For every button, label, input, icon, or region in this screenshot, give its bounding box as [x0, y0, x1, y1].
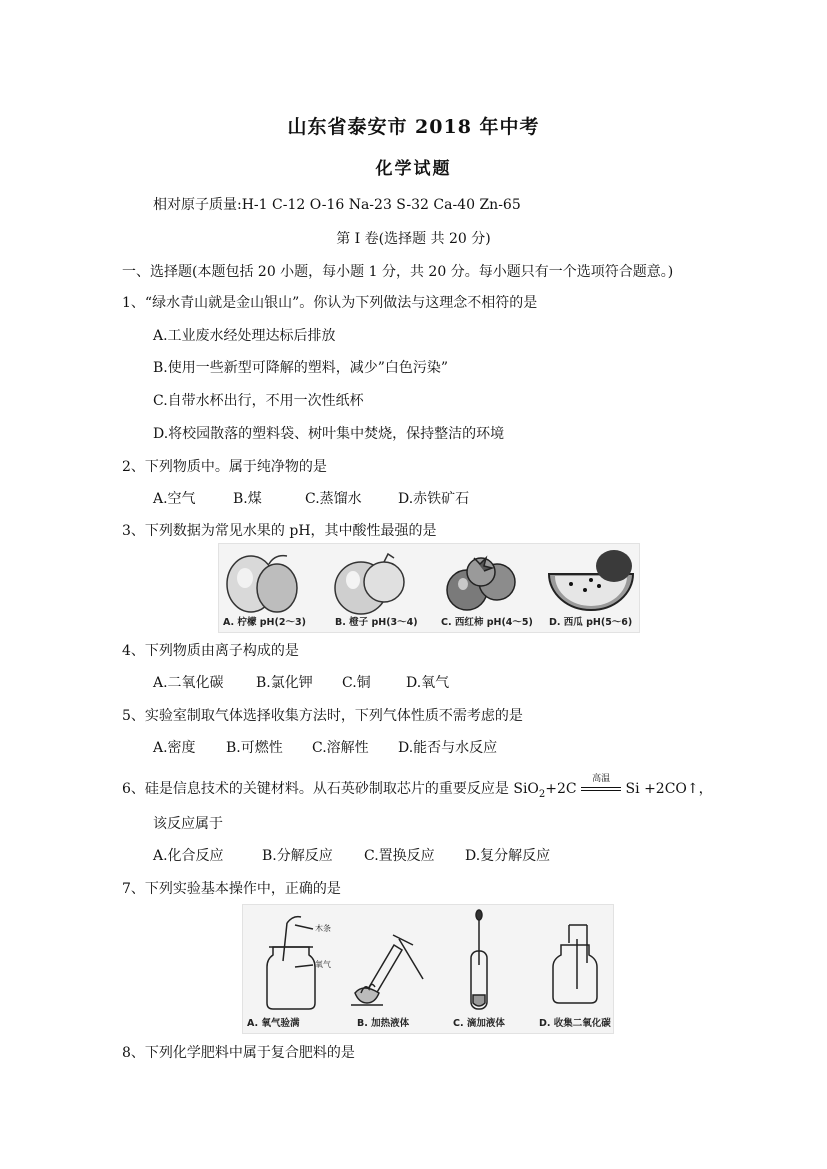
tomato-caption: C. 西红柿 pH(4～5) [441, 617, 533, 628]
question-5-stem: 5、实验室制取气体选择收集方法时，下列气体性质不需考虑的是 [122, 708, 523, 724]
q6-stem-mid: +2C [545, 781, 577, 797]
q4-option-c: C.铜 [342, 675, 371, 691]
q6-stem-suffix: Si +2CO↑， [625, 781, 713, 797]
q2-option-b: B.煤 [233, 491, 262, 507]
watermelon-caption: D. 西瓜 pH(5～6) [549, 617, 633, 628]
reaction-condition: 高温 [592, 774, 611, 784]
caption-d: D. 收集二氧化碳 [539, 1018, 611, 1029]
q6-option-a: A.化合反应 [153, 848, 224, 864]
watermelon-image [549, 550, 633, 610]
question-3-stem: 3、下列数据为常见水果的 pH，其中酸性最强的是 [122, 523, 437, 539]
q4-option-b: B.氯化钾 [256, 675, 313, 691]
q6-option-c: C.置换反应 [364, 848, 435, 864]
q5-option-b: B.可燃性 [226, 740, 283, 756]
q4-option-a: A.二氧化碳 [153, 675, 224, 691]
question-6-stem-line2: 该反应属于 [153, 816, 223, 832]
section-heading: 一、选择题(本题包括 20 小题，每小题 1 分，共 20 分。每小题只有一个选项符合题意。) [122, 264, 674, 280]
reaction-equals-sign [581, 774, 621, 796]
q5-option-c: C.溶解性 [312, 740, 369, 756]
orange-caption: B. 橙子 pH(3～4) [335, 617, 418, 628]
caption-a: A. 氧气验满 [247, 1018, 300, 1029]
splint-label: 木条 [315, 924, 331, 933]
question-7-stem: 7、下列实验基本操作中，正确的是 [122, 881, 341, 897]
volume-heading: 第 I 卷(选择题 共 20 分) [336, 231, 491, 247]
q2-option-a: A.空气 [153, 491, 196, 507]
q2-option-c: C.蒸馏水 [305, 491, 362, 507]
gas-collection-bottle-image [553, 925, 597, 1003]
oxygen-label: 氧气 [315, 960, 331, 969]
lab-operations-figure [242, 904, 614, 1034]
tomato-image [447, 558, 515, 610]
oxygen-bottle-image [267, 917, 315, 1009]
q6-stem-subscript: 2 [538, 788, 546, 800]
caption-c: C. 滴加液体 [453, 1018, 505, 1029]
caption-b: B. 加热液体 [357, 1018, 410, 1029]
q6-stem-prefix: 6、硅是信息技术的关键材料。从石英砂制取芯片的重要反应是 SiO [122, 781, 539, 797]
q1-option-a: A.工业废水经处理达标后排放 [153, 328, 336, 344]
orange-image [335, 554, 404, 614]
q4-option-d: D.氧气 [406, 675, 450, 691]
question-4-stem: 4、下列物质由离子构成的是 [122, 643, 299, 659]
q6-option-b: B.分解反应 [262, 848, 333, 864]
dropper-tube-image [471, 910, 487, 1009]
lemon-image [227, 556, 297, 612]
q5-option-a: A.密度 [153, 740, 196, 756]
q1-option-c: C.自带水杯出行，不用一次性纸杯 [153, 393, 364, 409]
q1-option-b: B.使用一些新型可降解的塑料，减少”白色污染” [153, 360, 449, 376]
question-1-stem: 1、“绿水青山就是金山银山”。你认为下列做法与这理念不相符的是 [122, 295, 538, 311]
question-8-stem: 8、下列化学肥料中属于复合肥料的是 [122, 1045, 355, 1061]
fruit-ph-figure [218, 543, 640, 633]
q6-option-d: D.复分解反应 [465, 848, 551, 864]
exam-title: 山东省泰安市 2018 年中考 [287, 116, 540, 138]
heating-test-tube-image [351, 935, 423, 1005]
lemon-caption: A. 柠檬 pH(2～3) [223, 617, 306, 628]
q2-option-d: D.赤铁矿石 [398, 491, 470, 507]
q1-option-d: D.将校园散落的塑料袋、树叶集中焚烧，保持整洁的环境 [153, 426, 505, 442]
question-6-stem [122, 774, 713, 800]
question-2-stem: 2、下列物质中。属于纯净物的是 [122, 459, 327, 475]
q5-option-d: D.能否与水反应 [398, 740, 498, 756]
exam-subtitle: 化学试题 [375, 159, 452, 179]
atomic-mass-line: 相对原子质量:H-1 C-12 O-16 Na-23 S-32 Ca-40 Zn-65 [153, 197, 521, 213]
